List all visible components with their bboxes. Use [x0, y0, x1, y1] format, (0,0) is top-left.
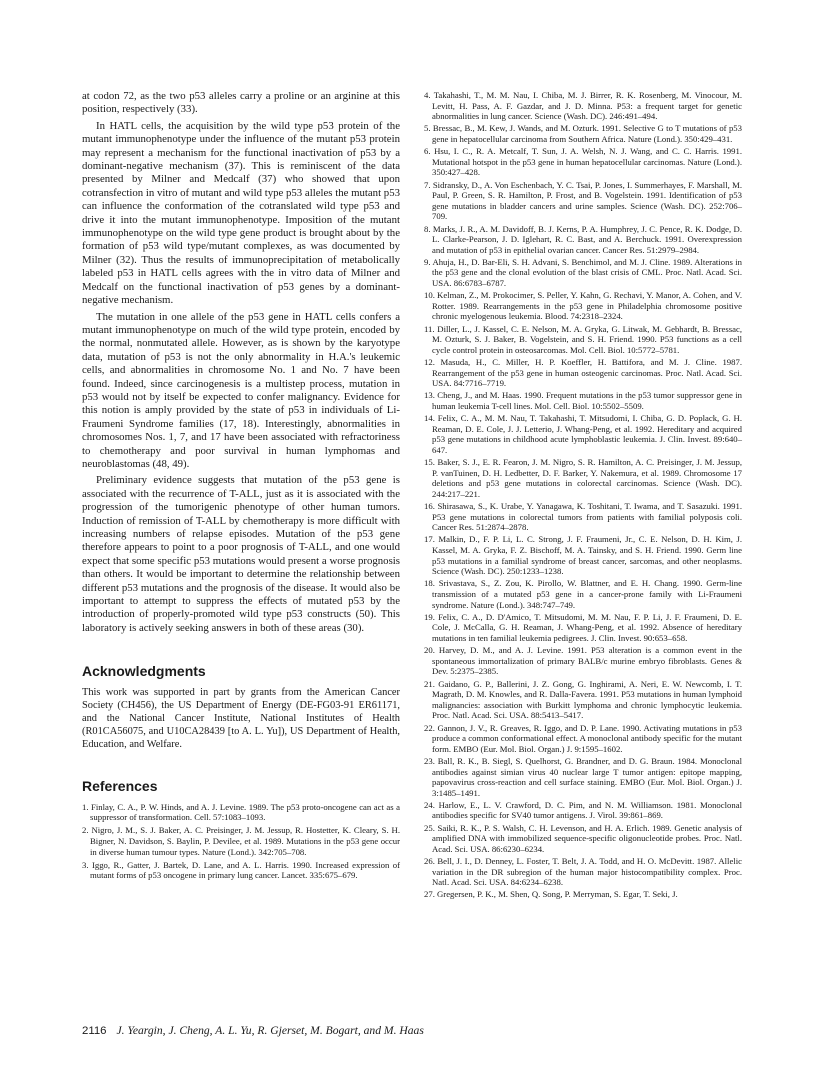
left-column [82, 90, 400, 883]
reference-item: 9. Ahuja, H., D. Bar-Eli, S. H. Advani, S. Benchimol, and M. J. Cline. 1989. Alterations in the p53 gene and the clonal evolution of the blast crisis of CML. Proc. Natl. Acad. Sci. USA. 86:6783–6787. [424, 256, 742, 289]
references-heading: References [82, 777, 158, 794]
reference-item: 11. Diller, L., J. Kassel, C. E. Nelson, M. A. Gryka, G. Litwak, M. Gebhardt, B. Bressac, M. Ozturk, S. J. Baker, B. Vogelstein, and S. H. Friend. 1990. P53 functions as a cell cycle control protein in osteosarcomas. Mol. Cell. Biol. 10:5772–5781. [424, 323, 742, 355]
reference-item: 16. Shirasawa, S., K. Urabe, Y. Yanagawa, K. Toshitani, T. Iwama, and T. Sasazuki. 1991. P53 gene mutations in colorectal tumors from patients with familial polyposis coli. Cancer Res. 51:2874–2878. [424, 501, 742, 533]
body-paragraph-4: Preliminary evidence suggests that mutation of the p53 gene is associated with the recurrence of T-ALL, just as it is associated with the progression of the tumorigenic phenotype of other human tumors. Induction of remission of T-ALL by chemotherapy is more difficult with increasing numbers of relapse episodes. Mutation of the p53 gene therefore appears to point to a poor prognosis of T-ALL, and one would expect that some specific p53 mutations would present a worse prognosis than others. It would be important to determine the relationship between different p53 mutations and the prognosis of the disease. It would also be important to attempt to suppress the effects of mutated p53 by the introduction of properly-promoted wild type p53 constructs (50). This laboratory is actively seeking answers in both of these areas (30). [82, 474, 400, 634]
reference-item: 8. Marks, J. R., A. M. Davidoff, B. J. Kerns, P. A. Humphrey, J. C. Pence, R. K. Dodge, D. L. Clarke-Pearson, J. D. Iglehart, R. C. Bast, and A. Berchuck. 1991. Overexpression and mutation of p53 in epithelial ovarian cancer. Cancer Res. 51:2979–2984. [424, 223, 742, 255]
reference-item: 14. Felix, C. A., M. M. Nau, T. Takahashi, T. Mitsudomi, I. Chiba, G. D. Poplack, G. H. Reaman, D. E. Cole, J. J. Letterio, J. Whang-Peng, et al. 1992. Hereditary and acquired p53 gene mutations in childhood acute lymphoblastic leukemia. J. Clin. Invest. 89:640–647. [424, 413, 742, 455]
reference-item: 12. Masuda, H., C. Miller, H. P. Koeffler, H. Battifora, and M. J. Cline. 1987. Rearrangement of the p53 gene in human osteogenic carcinomas. Proc. Natl. Acad. Sci. USA. 84:7716–7719. [424, 357, 742, 389]
body-paragraph-1: at codon 72, as the two p53 alleles carry a proline or an arginine at this position, respectively (33). [82, 90, 400, 116]
reference-item: 13. Cheng, J., and M. Haas. 1990. Frequent mutations in the p53 tumor suppressor gene in human leukemia T-cell lines. Mol. Cell. Biol. 10:5502–5509. [424, 390, 742, 411]
reference-list-left [82, 802, 400, 881]
reference-item: 4. Takahashi, T., M. M. Nau, I. Chiba, M. J. Birrer, R. K. Rosenberg, M. Vinocour, M. Levitt, H. Pass, A. F. Gazdar, and J. D. Minna. P53: a frequent target for genetic abnormalities in lung cancer. Science (Wash. DC). 246:491–494. [424, 90, 742, 122]
reference-item: 7. Sidransky, D., A. Von Eschenbach, Y. C. Tsai, P. Jones, I. Summerhayes, F. Marshall, M. Paul, P. Green, S. R. Hamilton, P. Frost, and B. Vogelstein. 1991. Identification of p53 gene mutations in bladder cancers and urine samples. Science (Wash. DC). 252:706–709. [424, 179, 742, 222]
reference-item: 17. Malkin, D., F. P. Li, L. C. Strong, J. F. Fraumeni, Jr., C. E. Nelson, D. H. Kim, J. Kassel, M. A. Gryka, F. Z. Bischoff, M. A. Tainsky, and S. H. Friend. 1990. Germ line p53 mutations in a familial syndrome of breast cancer, sarcomas, and other neoplasms. Science (Wash. DC). 250:1233–1238. [424, 534, 742, 577]
reference-item: 23. Ball, R. K., B. Siegl, S. Quelhorst, G. Brandner, and D. G. Braun. 1984. Monoclonal antibodies against simian virus 40 nuclear large T tumor antigen: epitope mapping, papovavirus cross-reaction and cell surface staining. EMBO (Eur. Mol. Biol. Organ.) J. 3:1485–1491. [424, 755, 742, 798]
reference-list-right [424, 90, 742, 900]
acknowledgments-heading: Acknowledgments [82, 663, 206, 680]
reference-item: 26. Bell, J. I., D. Denney, L. Foster, T. Belt, J. A. Todd, and H. O. McDevitt. 1987. Allelic variation in the DR subregion of the human major histocompatibility complex. Proc. Natl. Acad. Sci. USA. 84:6234–6238. [424, 856, 742, 888]
reference-item: 21. Gaidano, G. P., Ballerini, J. Z. Gong, G. Inghirami, A. Neri, E. W. Newcomb, I. T. Magrath, D. M. Knowles, and R. Dalla-Favera. 1991. P53 mutations in human lymphoid malignancies: association with Burkitt lymphoma and chronic lymphocytic leukemia. Proc. Natl. Acad. Sci. USA. 88:5413–5417. [424, 678, 742, 721]
reference-item: 19. Felix, C. A., D. D'Amico, T. Mitsudomi, M. M. Nau, F. P. Li, J. F. Fraumeni, D. E. Cole, J. McCalla, G. H. Reaman, J. Whang-Peng, et al. 1992. Absence of hereditary mutations in ten familial leukemia pedigrees. J. Clin. Invest. 90:653–658. [424, 611, 742, 643]
reference-item: 3. Iggo, R., Gatter, J. Bartek, D. Lane, and A. L. Harris. 1990. Increased expression of mutant forms of p53 oncogene in primary lung cancer. Lancet. 335:675–679. [82, 859, 400, 881]
page-footer [82, 1024, 742, 1037]
reference-item: 15. Baker, S. J., E. R. Fearon, J. M. Nigro, S. R. Hamilton, A. C. Preisinger, J. M. Jessup, P. vanTuinen, D. H. Ledbetter, D. F. Barker, Y. Nakemura, et al. 1989. Chromosome 17 deletions and p53 gene mutations in colorectal carcinomas. Science (Wash. DC). 244:217–221. [424, 457, 742, 499]
reference-item: 24. Harlow, E., L. V. Crawford, D. C. Pim, and N. M. Williamson. 1981. Monoclonal antibodies specific for SV40 tumor antigens. J. Virol. 39:861–869. [424, 799, 742, 821]
reference-item: 27. Gregersen, P. K., M. Shen, Q. Song, P. Merryman, S. Egar, T. Seki, J. [424, 889, 678, 900]
page-number: 2116 [82, 1025, 107, 1037]
reference-item: 22. Gannon, J. V., R. Greaves, R. Iggo, and D. P. Lane. 1990. Activating mutations in p53 produce a common conformational effect. A monoclonal antibody specific for the mutant form. EMBO (Eur. Mol. Biol. Organ.) J. 9:1595–1602. [424, 722, 742, 754]
reference-item: 6. Hsu, I. C., R. A. Metcalf, T. Sun, J. A. Welsh, N. J. Wang, and C. C. Harris. 1991. Mutational hotspot in the p53 gene in human hepatocellular carcinomas. Nature (Lond.). 350:427–428. [424, 146, 742, 178]
body-paragraph-2: In HATL cells, the acquisition by the wild type p53 protein of the mutant immunophenotype under the influence of the mutant p53 protein may represent a mechanism for the functional inactivation of p53 by a dominant-negative mechanism (37). This is reminiscent of the data presented by Milner and Medcalf (37) who showed that upon cotransfection in vitro of mutant and wild type p53 alleles the mutant p53 can influence the conformation of the cotranslated wild type p53 and drive it into the mutant immunophenotype. Imposition of the mutant immunophenotype on the wild type gene product is brought about by the formation of p53 wild type/mutant complexes, as was documented by Milner (32). Thus the results of immunoprecipitation of metabolically labeled p53 in HATL cells agrees with the in vitro data of Milner and Medcalf on the functional inactivation of p53 genes by a dominant-negative mechanism. [82, 119, 400, 307]
running-author-line: J. Yeargin, J. Cheng, A. L. Yu, R. Gjerset, M. Bogart, and M. Haas [116, 1024, 424, 1037]
reference-item: 20. Harvey, D. M., and A. J. Levine. 1991. P53 alteration is a common event in the spontaneous immortalization of primary BALB/c murine embryo fibroblasts. Genes & Dev. 5:2375–2385. [424, 645, 742, 677]
reference-item: 2. Nigro, J. M., S. J. Baker, A. C. Preisinger, J. M. Jessup, R. Hostetter, K. Cleary, S. H. Bigner, N. Davidson, S. Baylin, P. Devilee, et al. 1989. Mutations in the p53 gene occur in diverse human tumour types. Nature (Lond.). 342:705–708. [82, 825, 400, 857]
reference-item: 5. Bressac, B., M. Kew, J. Wands, and M. Ozturk. 1991. Selective G to T mutations of p53 gene in hepatocellular carcinoma from Southern Africa. Nature (Lond.). 350:429–431. [424, 123, 742, 144]
right-column [424, 90, 742, 902]
reference-item: 18. Srivastava, S., Z. Zou, K. Pirollo, W. Blattner, and E. H. Chang. 1990. Germ-line transmission of a mutated p53 gene in a cancer-prone family with Li-Fraumeni syndrome. Nature (Lond.). 348:747–749. [424, 578, 742, 610]
body-paragraph-3: The mutation in one allele of the p53 gene in HATL cells confers a mutant immunophenotype on much of the wild type protein, encoded by the normal, nonmutated allele. However, as is shown by the karyotype data, mutation of p53 is not the only abnormality in H.A.'s leukemic cells, and abnormalities in chromosome No. 1 and No. 7 have been found. Indeed, since carcinogenesis is a multistep process, mutation in p53 would not by itself be expected to confer malignancy. Evidence for this notion is amply provided by the state of p53 in individuals of Li-Fraumeni Syndrome families (17, 18). Interestingly, abnormalities in chromosomes Nos. 1, 7, and 17 have been associated with refractoriness to chemotherapy and poor survival in human lymphomas and neuroblastomas (48, 49). [82, 310, 400, 470]
reference-item: 25. Saiki, R. K., P. S. Walsh, C. H. Levenson, and H. A. Erlich. 1989. Genetic analysis of amplified DNA with immobilized sequence-specific oligonucleotide probes. Proc. Natl. Acad. Sci. USA. 86:6230–6234. [424, 822, 742, 854]
reference-item: 10. Kelman, Z., M. Prokocimer, S. Peller, Y. Kahn, G. Rechavi, Y. Manor, A. Cohen, and V. Rotter. 1989. Rearrangements in the p53 gene in Philadelphia chromosome positive chronic myelogenous leukemia. Blood. 74:2318–2324. [424, 290, 742, 322]
acknowledgments-text: This work was supported in part by grants from the American Cancer Society (CH456), the US Department of Energy (DE-FG03-91 ER61171, and the National Cancer Institute, National Institutes of Health (R01CA56075, and U10CA28439 [to A. L. Yu]), US Department of Health, Education, and Welfare. [82, 687, 400, 750]
reference-item: 1. Finlay, C. A., P. W. Hinds, and A. J. Levine. 1989. The p53 proto-oncogene can act as a suppressor of transformation. Cell. 57:1083–1093. [82, 801, 400, 823]
